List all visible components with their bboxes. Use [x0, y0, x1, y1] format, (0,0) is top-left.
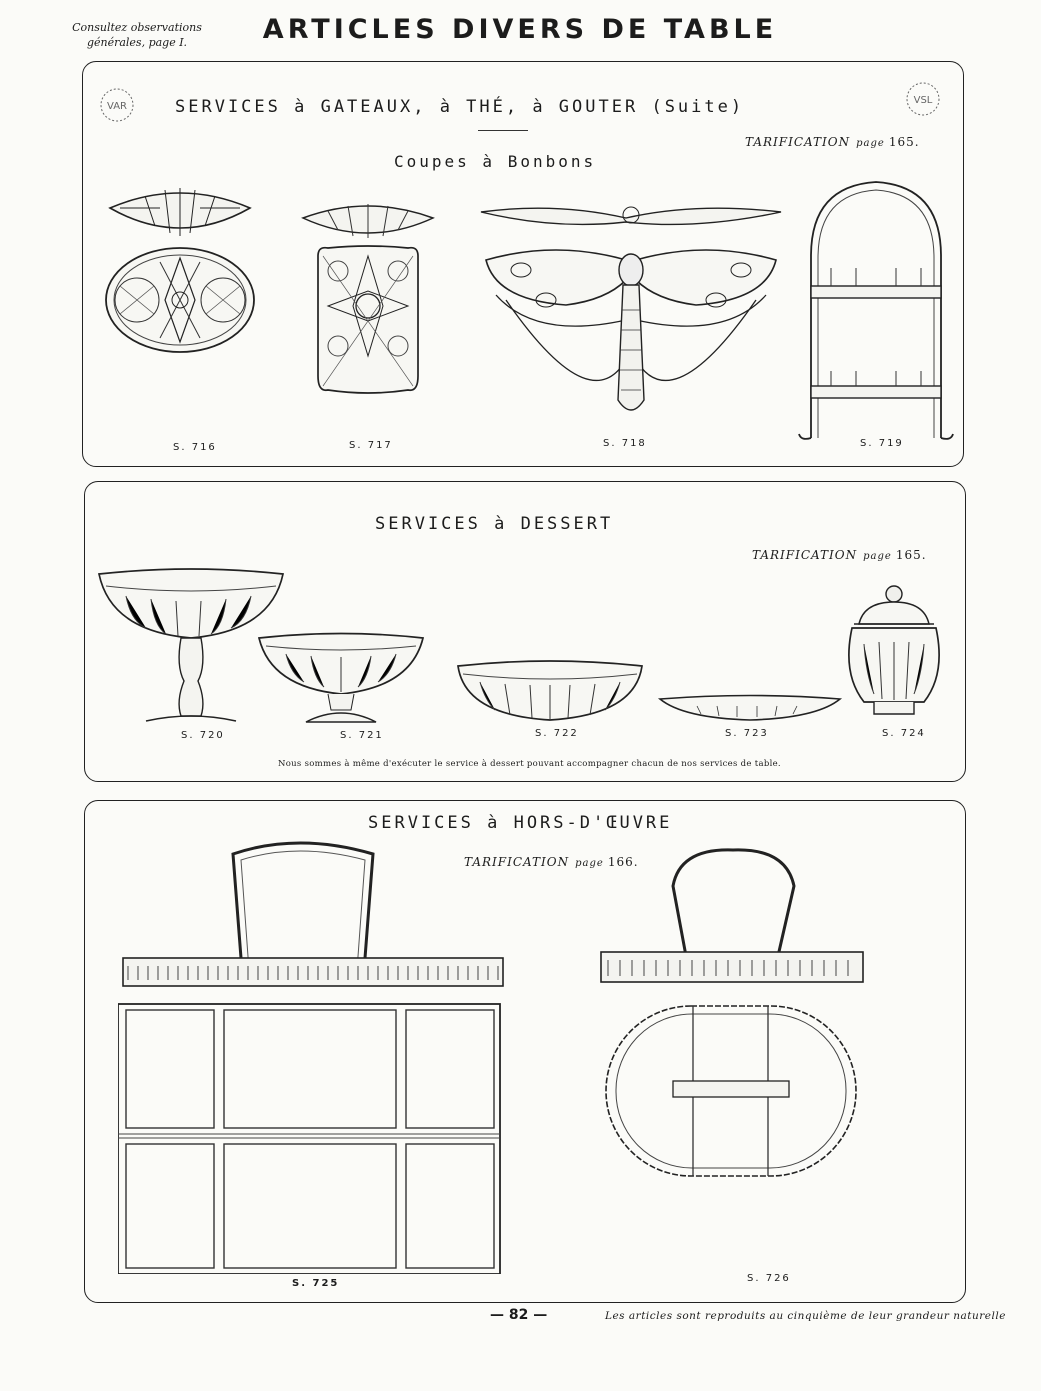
svg-text:VAR: VAR [107, 101, 127, 112]
maker-logo-left [96, 86, 138, 124]
title-rule [478, 130, 528, 131]
cake-stand-719-illustration [796, 176, 956, 446]
item-ref-718: S. 718 [603, 438, 647, 449]
item-ref-720: S. 720 [181, 730, 225, 741]
section-title-dessert: SERVICES à DESSERT [375, 514, 614, 534]
maker-logo-right [902, 80, 944, 118]
item-ref-719: S. 719 [860, 438, 904, 449]
tarification-ref-1: TARIFICATION page 165. [745, 135, 920, 149]
bonbon-cup-717-illustration [298, 196, 438, 411]
item-ref-716: S. 716 [173, 442, 217, 453]
tarification-ref-3: TARIFICATION page 166. [464, 855, 639, 869]
dessert-bowl-722-illustration [455, 660, 645, 722]
bonbon-cup-718-dragonfly-illustration [476, 200, 786, 430]
item-ref-725: S. 725 [292, 1278, 340, 1289]
dessert-plate-723-illustration [657, 694, 843, 722]
hors-doeuvre-tray-726-illustration [598, 846, 866, 1186]
dessert-compote-721-illustration [256, 632, 426, 726]
item-ref-726: S. 726 [747, 1273, 791, 1284]
item-ref-723: S. 723 [725, 728, 769, 739]
covered-jar-724-illustration [844, 584, 944, 726]
tarification-ref-2: TARIFICATION page 165. [752, 548, 927, 562]
hors-doeuvre-tray-725-illustration [118, 834, 508, 1274]
item-ref-717: S. 717 [349, 440, 393, 451]
bonbon-cup-716-illustration [100, 178, 260, 358]
item-ref-721: S. 721 [340, 730, 384, 741]
page-number: — 82 — [490, 1307, 548, 1323]
svg-text:VSL: VSL [913, 95, 933, 106]
general-observations-note: Consultez observations générales, page I. [72, 21, 202, 49]
section-title-hors-doeuvre: SERVICES à HORS-D'ŒUVRE [368, 813, 673, 833]
dessert-service-footnote: Nous sommes à même d'exécuter le service à dessert pouvant accompagner chacun de nos services de table. [278, 759, 781, 769]
scale-note: Les articles sont reproduits au cinquième de leur grandeur naturelle [605, 1310, 1006, 1322]
item-ref-722: S. 722 [535, 728, 579, 739]
subtitle-bonbon-cups: Coupes à Bonbons [394, 152, 597, 171]
section-title-cake-tea: SERVICES à GATEAUX, à THÉ, à GOUTER (Suite) [175, 97, 745, 117]
item-ref-724: S. 724 [882, 728, 926, 739]
page-title: ARTICLES DIVERS DE TABLE [262, 14, 778, 45]
